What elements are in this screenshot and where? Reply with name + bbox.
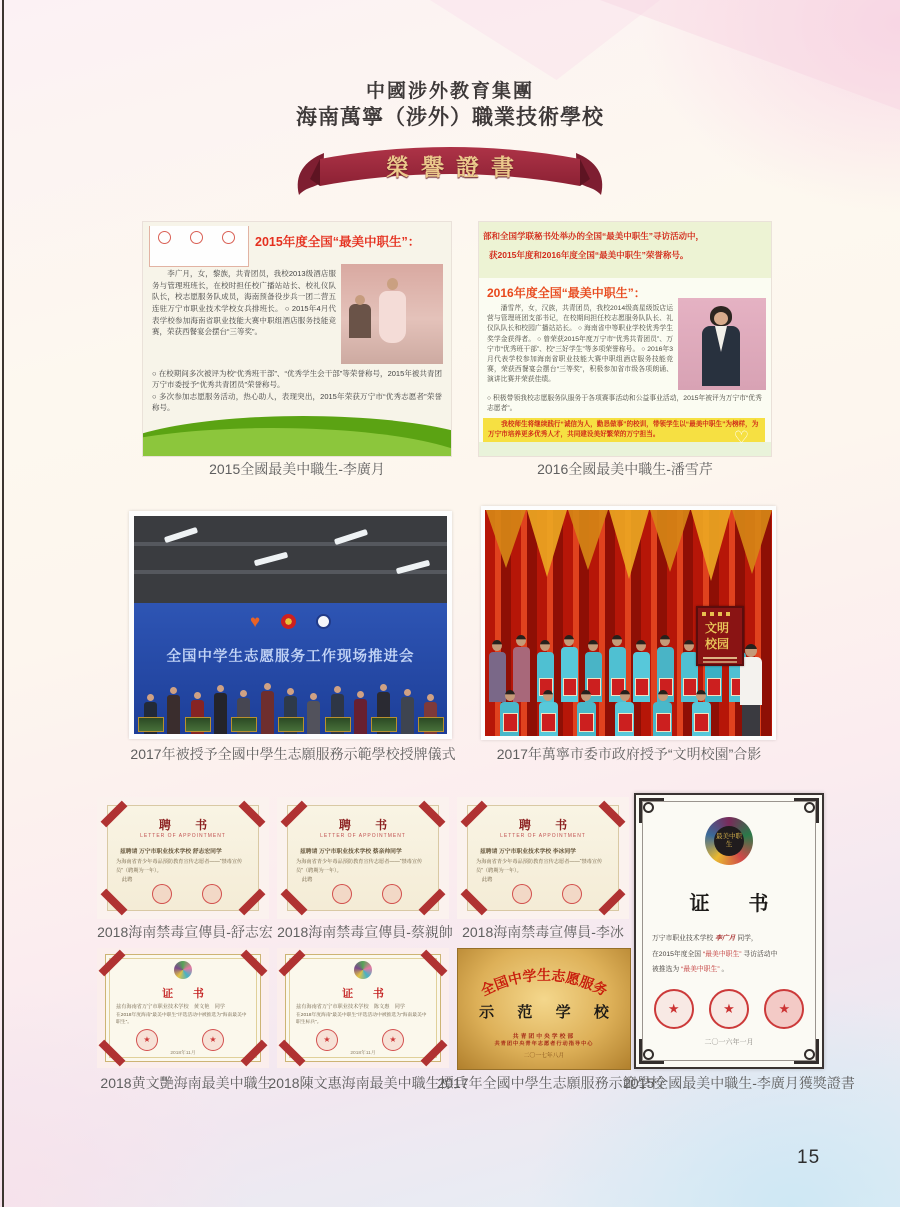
person-head bbox=[636, 640, 646, 651]
cert-line: 为海南省青少年毒品预防教育宣传志愿者——“禁毒宣传 bbox=[116, 859, 243, 865]
caption-2016-student: 2016全國最美中職生-潘雪芹 bbox=[537, 461, 713, 477]
person-figure bbox=[375, 684, 392, 734]
corner-ribbon bbox=[239, 889, 266, 916]
person-figure bbox=[305, 693, 322, 734]
awardee-name: 李广月 bbox=[715, 935, 736, 942]
caption-antidrug-1: 2018海南禁毒宣傳員-舒志宏 bbox=[97, 924, 273, 940]
corner-ribbon bbox=[281, 889, 308, 916]
person-figure bbox=[536, 690, 560, 736]
red-seal bbox=[152, 884, 172, 904]
bullet-text: ○ 海南省中等职业学校优秀学生奖学金获得者。 bbox=[487, 325, 674, 343]
bullet-text: ○ 曾荣获2015年度万宁市“优秀共青团员”、万宁市“优秀班干部”、校“三好学生”等多项荣誉称号。 bbox=[487, 335, 674, 353]
heart-icon: ♥ bbox=[250, 611, 261, 631]
intro-line: 部和全国学联秘书处举办的全国“最美中职生”寻访活动中， bbox=[483, 231, 705, 241]
person-head bbox=[357, 691, 364, 698]
cert-award-1 bbox=[97, 948, 269, 1068]
cert-line: 此聘 bbox=[482, 877, 493, 883]
cert-line: 此聘 bbox=[122, 877, 133, 883]
star-icon: ★ bbox=[389, 1035, 397, 1044]
heart-outline-icon: ♡ bbox=[733, 428, 749, 447]
red-certificate bbox=[579, 713, 594, 732]
cert-appointment-3 bbox=[457, 797, 629, 919]
person-head bbox=[264, 683, 271, 690]
bullet-text: ○ 2016年3月代表学校参加海南省职业技能大赛中职组酒店服务技能竞赛，荣获西餐宴会摆台“三等奖”，积极参加省市级各项朗诵、演讲比赛并荣获佳绩。 bbox=[487, 345, 673, 384]
person-body bbox=[401, 697, 414, 734]
seal-icon bbox=[158, 231, 171, 244]
header-school: 海南萬寧（涉外）職業技術學校 bbox=[296, 106, 604, 129]
red-seal bbox=[382, 884, 402, 904]
person-head bbox=[240, 690, 247, 697]
person-body bbox=[261, 691, 274, 734]
bullet-text: ○ 在校期间多次被评为校“优秀班干部”、“优秀学生会干部”等荣誉称号，2015年被共青团万宁市委授予“优秀共青团员”荣誉称号。 bbox=[152, 369, 442, 390]
cert-appointment-2 bbox=[277, 797, 449, 919]
corner-ribbon bbox=[241, 950, 268, 977]
ceremony-crowd bbox=[134, 656, 447, 734]
red-seal bbox=[136, 1029, 158, 1051]
plaque-main-text: 示 范 学 校 bbox=[479, 1003, 618, 1021]
person-head bbox=[540, 640, 550, 651]
contest-logo-icon bbox=[174, 961, 192, 979]
person-head bbox=[147, 694, 154, 701]
person-head bbox=[620, 690, 630, 701]
cert-line: 被推选为 bbox=[652, 966, 680, 974]
person-head bbox=[696, 690, 706, 701]
cert-line: 兹有海南省万宁市职业技术学校 陈文惠 同学 bbox=[296, 1004, 405, 1010]
person-head bbox=[745, 644, 757, 657]
person-body bbox=[214, 693, 227, 734]
stage-banner-text: 全国中学生志愿服务工作现场推进会 bbox=[166, 648, 415, 665]
cert-title: 证 书 bbox=[689, 891, 785, 915]
intro-line: 获2015年度和2016年度全国“最美中职生”荣誉称号。 bbox=[489, 250, 689, 260]
person-figure bbox=[613, 690, 637, 736]
cert-line: 员”（聘期为一年）。 bbox=[116, 868, 162, 874]
plaque-text: 文明校园 bbox=[705, 621, 730, 651]
backdrop-logos bbox=[134, 612, 447, 632]
red-seal bbox=[764, 989, 804, 1029]
person-figure bbox=[399, 689, 416, 734]
person-head bbox=[684, 640, 694, 651]
cert-line: 员”（聘期为一年）。 bbox=[476, 868, 522, 874]
red-seal bbox=[316, 1029, 338, 1051]
plaque-small-text bbox=[703, 657, 737, 659]
person-figure bbox=[689, 690, 713, 736]
person-body bbox=[354, 699, 367, 734]
cert-highlight: “最美中职生” bbox=[703, 950, 742, 958]
red-seal bbox=[382, 1029, 404, 1051]
cert-line: 为海南省青少年毒品预防教育宣传志愿者——“禁毒宣传 bbox=[296, 859, 423, 865]
red-seal bbox=[654, 989, 694, 1029]
curtain-swags bbox=[485, 510, 772, 590]
contest-logo-icon bbox=[354, 961, 372, 979]
poster-body bbox=[487, 304, 673, 386]
caption-ceremony: 2017年被授予全國中學生志願服務示範學校授牌儀式 bbox=[130, 746, 456, 762]
person-figure bbox=[235, 690, 252, 734]
person-head bbox=[612, 635, 622, 646]
corner-ribbon bbox=[279, 950, 306, 977]
caption-antidrug-3: 2018海南禁毒宣傳員-李冰 bbox=[462, 924, 624, 940]
person-figure bbox=[498, 690, 522, 736]
cert-line: 寻访活动中 bbox=[743, 950, 778, 958]
person-head bbox=[543, 690, 553, 701]
cert-date: 二〇一六年一月 bbox=[704, 1039, 754, 1046]
caption-li-cert: 2015全國最美中職生-李廣月獲獎證書 bbox=[623, 1075, 855, 1091]
person-figure bbox=[702, 326, 740, 386]
person-head bbox=[170, 687, 177, 694]
league-emblem-icon bbox=[281, 614, 296, 629]
person-figure bbox=[574, 690, 598, 736]
red-certificate bbox=[618, 713, 633, 732]
person-figure bbox=[259, 683, 276, 734]
person-head bbox=[387, 278, 398, 290]
plaque-org2: 共青团中央青年志愿者行动指导中心 bbox=[494, 1041, 594, 1047]
poster-2015 bbox=[143, 222, 451, 456]
red-certificate bbox=[503, 713, 518, 732]
red-certificate bbox=[694, 713, 709, 732]
person-head bbox=[380, 684, 387, 691]
cert-subtitle: LETTER OF APPOINTMENT bbox=[320, 833, 406, 839]
contest-logo-icon bbox=[705, 817, 753, 865]
person-head bbox=[505, 690, 515, 701]
award-board bbox=[418, 717, 444, 732]
cert-award-2 bbox=[277, 948, 449, 1068]
cert-title: 证 书 bbox=[342, 987, 392, 1000]
person-head bbox=[334, 686, 341, 693]
cert-line: 在2015年度全国 bbox=[652, 950, 702, 958]
corner-ribbon bbox=[419, 889, 446, 916]
person-head bbox=[658, 690, 668, 701]
person-figure bbox=[189, 692, 206, 734]
caption-huang: 2018黄文艷海南最美中職生 bbox=[100, 1075, 272, 1091]
cert-line: 此聘 bbox=[302, 877, 313, 883]
red-certificate bbox=[656, 713, 671, 732]
star-icon: ★ bbox=[143, 1035, 151, 1044]
red-seal bbox=[709, 989, 749, 1029]
person-figure bbox=[651, 690, 675, 736]
red-seal bbox=[562, 884, 582, 904]
person-figure bbox=[212, 685, 229, 734]
person-figure bbox=[142, 694, 159, 734]
person-body bbox=[307, 701, 320, 734]
corner-ribbon bbox=[99, 950, 126, 977]
caption-2015-student: 2015全國最美中職生-李廣月 bbox=[209, 461, 385, 477]
caption-group: 2017年萬寧市委市政府授予“文明校園”合影 bbox=[496, 746, 762, 762]
cert-line: 兹聘请 万宁市职业技术学校 李冰同学 bbox=[480, 849, 576, 855]
student-photo bbox=[341, 264, 443, 364]
plaque-small-text bbox=[702, 612, 706, 616]
cert-line: 同学， bbox=[737, 935, 758, 942]
ceiling-beam bbox=[134, 542, 447, 546]
corner-ribbon bbox=[101, 889, 128, 916]
person-head bbox=[564, 635, 574, 646]
corner-ribbon bbox=[599, 889, 626, 916]
student-photo bbox=[678, 298, 766, 390]
person-head bbox=[660, 635, 670, 646]
poster-footer: 我校师生将继续践行“诚信为人，勤恳做事”的校训，带领学生以“最美中职生”为榜样，为万宁市培养更多优秀人才，共同建设美好繁荣的万宁担当。 bbox=[488, 421, 759, 438]
group-front-row bbox=[491, 690, 721, 736]
plaque-date: 二〇一七年八月 bbox=[523, 1053, 565, 1059]
poster-title: 2015年度全国“最美中职生”： bbox=[255, 235, 421, 249]
cert-line: 员”（聘期为一年）。 bbox=[296, 868, 342, 874]
award-board bbox=[185, 717, 211, 732]
person-figure bbox=[349, 304, 371, 338]
plaque-org1: 共青团中央学校部 bbox=[512, 1034, 576, 1040]
cert-line: 在2018年度海南“最美中职生”评选活动中被推选为“海南最美中职生标兵”。 bbox=[296, 1013, 427, 1026]
poster-title: 2016年度全国“最美中职生”： bbox=[487, 286, 646, 300]
cert-line: 万宁市职业技术学校 bbox=[652, 935, 714, 942]
cert-line: 为海南省青少年毒品预防教育宣传志愿者——“禁毒宣传 bbox=[476, 859, 603, 865]
ribbon-banner bbox=[290, 133, 610, 199]
poster-2016 bbox=[479, 222, 771, 456]
cert-title: 聘 书 bbox=[158, 818, 218, 832]
seal-icon bbox=[190, 231, 203, 244]
corner-ribbon bbox=[461, 889, 488, 916]
person-head bbox=[588, 640, 598, 651]
ribbon-title: 榮譽證書 bbox=[386, 154, 526, 181]
star-icon: ★ bbox=[209, 1035, 217, 1044]
star-icon: ★ bbox=[778, 1001, 791, 1016]
award-board bbox=[138, 717, 164, 732]
corner-flourish bbox=[794, 798, 819, 823]
person-figure bbox=[379, 291, 406, 343]
photo-group bbox=[481, 506, 776, 740]
partial-certificate bbox=[149, 226, 249, 267]
award-board bbox=[325, 717, 351, 732]
bullet-text: ○ 多次参加志愿服务活动，热心助人，表现突出，2015年荣获万宁市“优秀志愿者”荣誉称号。 bbox=[152, 391, 442, 412]
cert-line: 兹有海南省万宁市职业技术学校 黄文艳 同学 bbox=[116, 1004, 225, 1010]
photo-ceremony bbox=[129, 511, 452, 739]
background-polygon bbox=[430, 0, 660, 80]
caption-demo-school: 2017年全國中學生志願服務示範學校 bbox=[437, 1075, 665, 1091]
header-org: 中國涉外教育集團 bbox=[365, 81, 534, 102]
cert-title: 聘 书 bbox=[518, 818, 578, 832]
corner-flourish bbox=[639, 798, 664, 823]
person-head bbox=[492, 640, 502, 651]
cert-subtitle: LETTER OF APPOINTMENT bbox=[140, 833, 226, 839]
person-head bbox=[404, 689, 411, 696]
highlight-strip bbox=[483, 418, 765, 442]
cert-paper bbox=[105, 954, 261, 1062]
star-icon: ★ bbox=[723, 1001, 735, 1016]
bio-text: 潘雪芹，女，汉族，共青团员，我校2014级高星级饭店运营与管理班团支部书记，在校期间担任校志愿服务队队长、礼仪队队长和校园广播站站长。 bbox=[487, 305, 673, 333]
curtain-swag bbox=[527, 510, 567, 577]
person-head bbox=[310, 693, 317, 700]
cert-paper bbox=[107, 805, 259, 911]
person-head bbox=[581, 690, 591, 701]
curtain-swag bbox=[650, 510, 690, 572]
cert-date: 2018年11月 bbox=[350, 1051, 376, 1056]
seal-row bbox=[636, 989, 822, 1029]
bullet-text: ○ 2015年4月代表学校参加海南省职业技能大赛中职组酒店服务技能竞赛，荣获西餐宴会摆台“三等奖”。 bbox=[152, 303, 336, 337]
cert-line: 在2018年度海南“最美中职生”评选活动中被推选为“海南最美中职生”。 bbox=[116, 1013, 247, 1026]
curtain-swag bbox=[568, 510, 608, 570]
person-figure bbox=[329, 686, 346, 734]
curtain-swag bbox=[691, 510, 731, 581]
star-icon: ★ bbox=[323, 1035, 331, 1044]
award-board bbox=[278, 717, 304, 732]
cert-tall-2015 bbox=[634, 793, 824, 1069]
person-head bbox=[427, 694, 434, 701]
award-board bbox=[231, 717, 257, 732]
poster-bottom-strip bbox=[479, 442, 771, 456]
corner-ribbon bbox=[421, 950, 448, 977]
cert-line: 。 bbox=[721, 966, 729, 974]
cert-highlight: “最美中职生” bbox=[681, 966, 720, 974]
cert-title: 聘 书 bbox=[338, 818, 398, 832]
red-seal bbox=[512, 884, 532, 904]
red-seal bbox=[202, 1029, 224, 1051]
cert-appointment-1 bbox=[97, 797, 269, 919]
person-body bbox=[167, 695, 180, 734]
award-board bbox=[371, 717, 397, 732]
cert-title: 证 书 bbox=[162, 987, 212, 1000]
person-head bbox=[194, 692, 201, 699]
civilized-campus-plaque bbox=[696, 606, 744, 666]
poster-bullets: ○ 积极带领我校志愿服务队服务于各项赛事活动和公益事业活动，2015年被评为万宁市“优秀志愿者”。 bbox=[487, 395, 762, 412]
person-head bbox=[217, 685, 224, 692]
cert-subtitle: LETTER OF APPOINTMENT bbox=[500, 833, 586, 839]
cert-body bbox=[652, 931, 806, 978]
arched-text bbox=[458, 949, 630, 1007]
ceiling bbox=[134, 516, 447, 603]
person-head bbox=[287, 688, 294, 695]
person-head bbox=[516, 635, 526, 646]
red-certificate bbox=[541, 713, 556, 732]
cert-paper bbox=[467, 805, 619, 911]
logo-text: 最美中职生 bbox=[714, 826, 744, 856]
curtain-swag bbox=[486, 510, 526, 568]
person-face bbox=[714, 312, 728, 325]
svg-text:全国中学生志愿服务: 全国中学生志愿服务 bbox=[478, 968, 610, 1000]
page-number: 15 bbox=[797, 1147, 821, 1168]
star-icon: ★ bbox=[667, 1001, 680, 1016]
cert-date: 2018年11月 bbox=[170, 1051, 196, 1056]
cert-paper bbox=[285, 954, 441, 1062]
cert-line: 兹聘请 万宁市职业技术学校 蔡亲帅同学 bbox=[300, 849, 402, 855]
curtain-swag bbox=[609, 510, 649, 579]
caption-chen: 2018陳文惠海南最美中職生標兵 bbox=[268, 1075, 468, 1091]
page-left-border bbox=[2, 0, 4, 1207]
seal-icon bbox=[222, 231, 235, 244]
person-figure bbox=[165, 687, 182, 734]
plaque-demonstration-school bbox=[457, 948, 631, 1070]
round-emblem-icon bbox=[316, 614, 331, 629]
cert-paper bbox=[287, 805, 439, 911]
person-figure bbox=[352, 691, 369, 734]
curtain-swag bbox=[732, 510, 772, 574]
bio-text: 李广月，女，黎族，共青团员，我校2013级酒店服务与管理班班长，在校时担任校广播站站长、校礼仪队队长，校志愿服务队成员，海南预备役步兵一团二营五连驻万宁市职业技术学校女兵排班长。 bbox=[152, 269, 336, 313]
red-seal bbox=[332, 884, 352, 904]
poster-body bbox=[152, 268, 336, 338]
cert-line: 兹聘请 万宁市职业技术学校 舒志宏同学 bbox=[120, 849, 222, 855]
red-seal bbox=[202, 884, 222, 904]
person-figure bbox=[422, 694, 439, 734]
person-figure bbox=[282, 688, 299, 734]
person-legs bbox=[742, 705, 760, 736]
caption-antidrug-2: 2018海南禁毒宣傳員-蔡親帥 bbox=[277, 924, 453, 940]
poster-bullets bbox=[152, 368, 442, 413]
